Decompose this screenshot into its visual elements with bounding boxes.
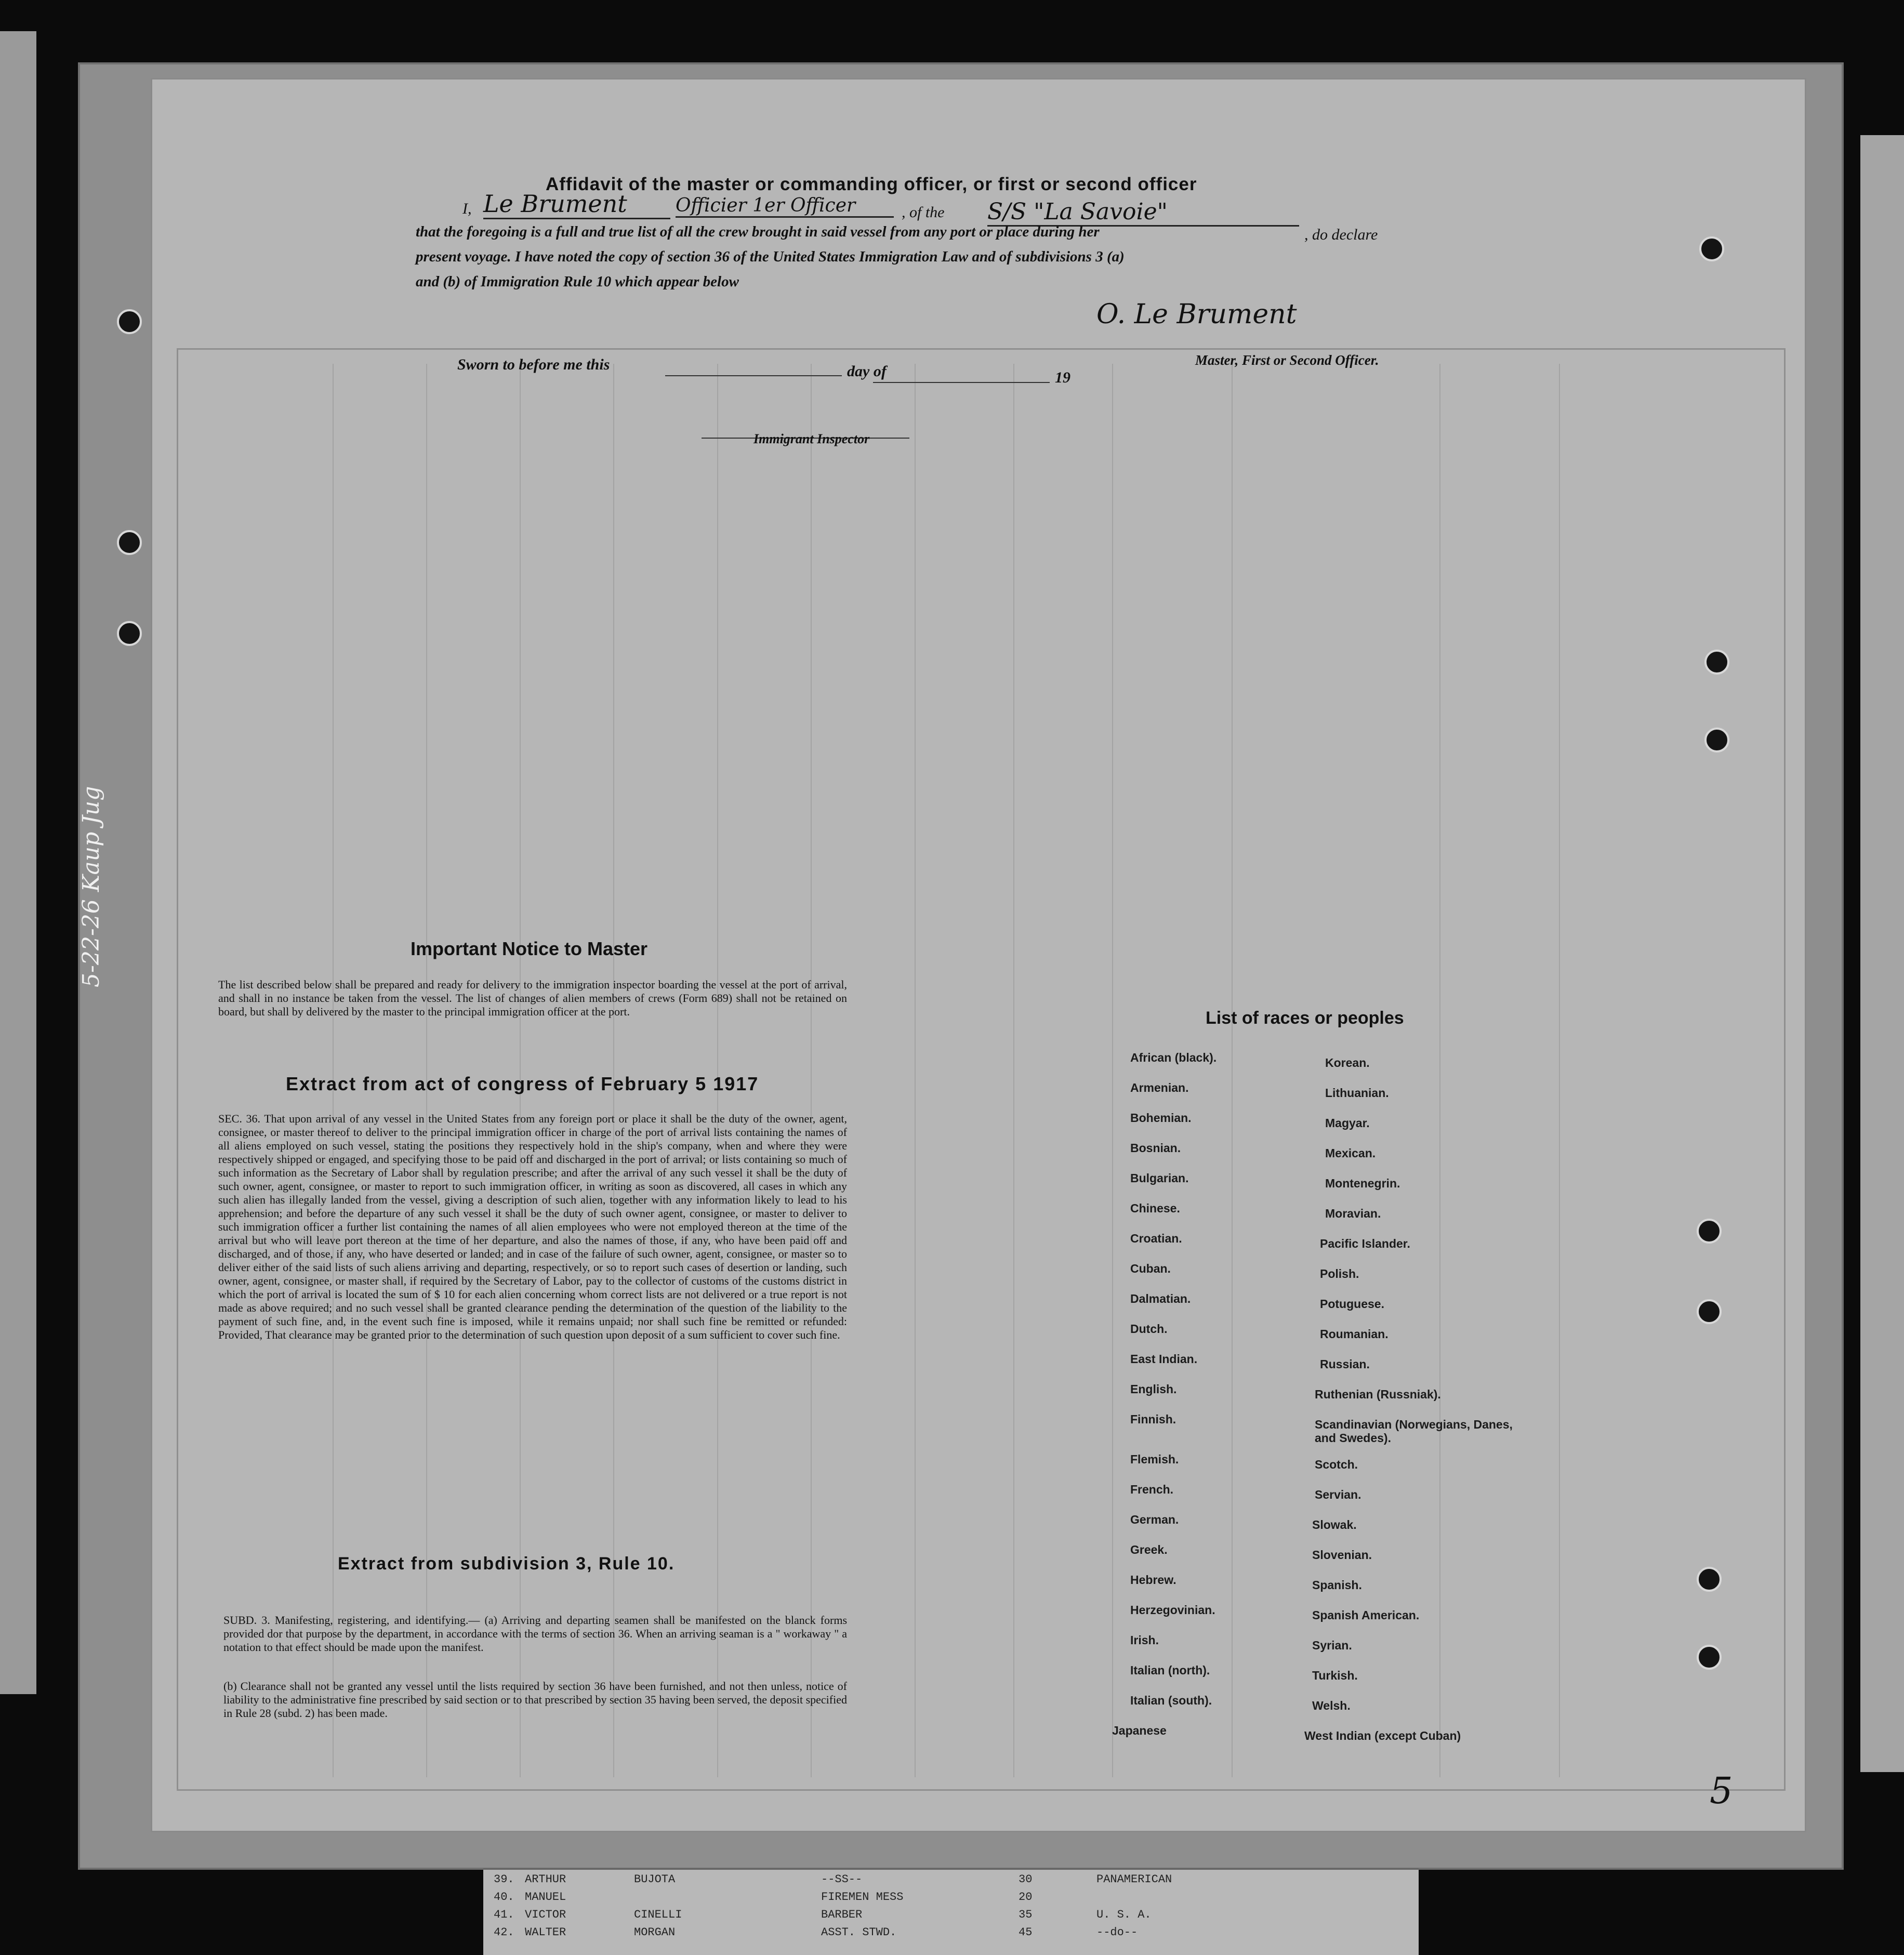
grid-line — [1112, 364, 1113, 1777]
strip-first: MANUEL — [525, 1891, 566, 1904]
race-left-item: Dalmatian. — [1130, 1292, 1191, 1305]
race-left-item: Hebrew. — [1130, 1573, 1176, 1587]
day-of-label: day of — [847, 363, 887, 380]
race-left-item: Bosnian. — [1130, 1141, 1181, 1155]
race-right-item: Korean. — [1325, 1056, 1370, 1069]
race-right-item: Lithuanian. — [1325, 1086, 1389, 1100]
margin-note: 5-22-26 Kaup Jug — [78, 786, 104, 987]
notice-body: The list described below shall be prepared and ready for delivery to the immigration inspector boarding the vessel at the port of arrival, and shall in no instance be taken from the vessel. The list of changes of alien members of crews (Form 689) shall not be retained on board, but shall by delivered by the master to the principal immigration officer at the port. — [218, 978, 847, 1018]
notice-title: Important Notice to Master — [411, 938, 648, 959]
race-left-item: East Indian. — [1130, 1352, 1198, 1366]
race-right-item: Mexican. — [1325, 1146, 1376, 1160]
race-right-item: Welsh. — [1312, 1699, 1351, 1712]
manifest-table-grid — [177, 348, 1786, 1791]
race-left-item: German. — [1130, 1513, 1179, 1526]
strip-job: FIREMEN MESS — [821, 1891, 904, 1904]
race-left-item: Italian (south). — [1130, 1694, 1212, 1707]
bottom-manifest-strip — [483, 1868, 1419, 1955]
race-left-item: Italian (north). — [1130, 1663, 1210, 1677]
year-label: 19 — [1055, 369, 1070, 386]
punch-hole — [117, 621, 142, 646]
strip-last: CINELLI — [634, 1908, 682, 1921]
grid-line — [717, 364, 718, 1777]
race-right-item: Syrian. — [1312, 1639, 1352, 1652]
strip-no: 41. — [494, 1908, 514, 1921]
race-right-item: West Indian (except Cuban) — [1304, 1729, 1461, 1742]
race-left-item: Dutch. — [1130, 1322, 1168, 1336]
vessel-name: S/S "La Savoie" — [987, 199, 1299, 227]
race-left-item: Croatian. — [1130, 1232, 1182, 1245]
punch-hole — [1697, 1219, 1722, 1244]
race-right-item: Ruthenian (Russniak). — [1315, 1388, 1441, 1401]
affidavit-line2: that the foregoing is a full and true list of all the crew brought in said vessel from any port or place during her — [416, 223, 1100, 240]
race-right-item: Slowak. — [1312, 1518, 1357, 1531]
race-right-item: Montenegrin. — [1325, 1177, 1400, 1190]
race-left-item: Herzegovinian. — [1130, 1603, 1215, 1617]
race-right-item: Pacific Islander. — [1320, 1237, 1410, 1250]
race-right-item: Roumanian. — [1320, 1327, 1389, 1341]
race-left-item: Finnish. — [1130, 1412, 1176, 1426]
officer-signature: O. Le Brument — [1096, 299, 1297, 330]
race-right-item: Spanish American. — [1312, 1608, 1420, 1622]
race-left-item: Japanese — [1112, 1724, 1167, 1737]
strip-no: 39. — [494, 1873, 514, 1886]
race-left-item: Bohemian. — [1130, 1111, 1192, 1125]
race-left-item: Greek. — [1130, 1543, 1168, 1556]
strip-job: BARBER — [821, 1908, 863, 1921]
punch-hole — [1697, 1299, 1722, 1324]
right-adjacent-page — [1860, 135, 1904, 1772]
rule-extract-body-b: (b) Clearance shall not be granted any vessel until the lists required by section 36 have been furnished, and not then unless, notice of liability to the administrative fine prescribed by said section or to that prescribed by section 35 having been served, the deposit specified in Rule 28 (subd. 2) has been made. — [223, 1680, 847, 1720]
race-left-item: African (black). — [1130, 1051, 1217, 1064]
strip-nat: PANAMERICAN — [1096, 1873, 1172, 1886]
punch-hole — [1697, 1645, 1722, 1670]
day-blank-line — [873, 382, 1050, 383]
race-right-item: Magyar. — [1325, 1116, 1370, 1130]
act-extract-body: SEC. 36. That upon arrival of any vessel in the United States from any foreign port or place it shall be the duty of the owner, agent, consignee, or master thereof to deliver to the principal immigration officer in charge of the port of arrival lists containing the names of all aliens employed on such vessel, stating the positions they respectively hold in the ship's company, when and where they were respectively shipped or engaged, and specifying those to be paid off and discharged in the port of arrival; or lists containing so much of such information as the Secretary of Labor shall by regulation prescribe; and after the arrival of any such vessel it shall be the duty of such owner, agent, consignee, or master to report to such immigration officer, in writing as soon as discovered, all cases in which any such alien has illegally landed from the vessel, giving a description of such alien, together with any information likely to lead to his apprehension; and before the departure of any such vessel it shall be the duty of such owner agent, consignee, or master to deliver to such immigration officer a further list containing the names of all alien employees who were not employed thereon at the time of the arrival but who will leave port thereon at the time of her departure, and also the names of those, if any, who have been paid off and discharged, and of those, if any, who have deserted or landed; and in case of the failure of such owner, agent, consignee, or master so to deliver either of the said lists of such aliens arriving and departing, respectively, or so to report such cases of desertion or landing, such owner, agent, consignee, or master shall, if required by the Secretary of Labor, pay to the collector of customs of the customs district in which the port of arrival is located the sum of $ 10 for each alien concerning whom correct lists are not delivered or a true report is not made as above required; and no such vessel shall be granted clearance pending the determination of the question of the liability to the payment of such fine, and, in the event such fine is imposed, while it remains unpaid; nor shall such fine be remitted or refunded: Provided, That clearance may be granted prior to the determination of such question upon deposit of a sum sufficient to cover such fine. — [218, 1112, 847, 1341]
strip-job: ASST. STWD. — [821, 1926, 897, 1939]
rule-extract-title: Extract from subdivision 3, Rule 10. — [338, 1554, 675, 1574]
punch-hole — [117, 530, 142, 555]
race-left-item: Armenian. — [1130, 1081, 1189, 1094]
race-right-item: Scotch. — [1315, 1458, 1358, 1471]
punch-hole — [1704, 728, 1729, 752]
race-left-item: Chinese. — [1130, 1201, 1180, 1215]
race-left-item: French. — [1130, 1483, 1174, 1496]
race-right-item: Polish. — [1320, 1267, 1359, 1280]
race-left-item: Bulgarian. — [1130, 1171, 1189, 1185]
strip-first: WALTER — [525, 1926, 566, 1939]
page-mark: 5 — [1710, 1769, 1733, 1812]
affidavit-line1-prefix: I, — [462, 200, 472, 217]
strip-no: 40. — [494, 1891, 514, 1904]
signer-title: Master, First or Second Officer. — [1195, 352, 1379, 368]
affidavit-line4: and (b) of Immigration Rule 10 which appear below — [416, 273, 739, 290]
grid-line — [915, 364, 916, 1777]
of-the-label: , of the — [902, 204, 945, 221]
strip-nat: U. S. A. — [1096, 1908, 1152, 1921]
race-right-item: Scandinavian (Norwegians, Danes, and Swedes). — [1315, 1418, 1513, 1445]
rule-extract-body-a: SUBD. 3. Manifesting, registering, and identifying.— (a) Arriving and departing seamen shall be manifested on the blanck forms provided dor that purpose by the department, in accordance with the terms of section 36. When an arriving seaman is a " workaway " a notation to that effect should be made upon the manifest. — [223, 1614, 847, 1654]
race-left-item: Flemish. — [1130, 1452, 1179, 1466]
sworn-blank-line — [665, 375, 842, 376]
strip-job: --SS-- — [821, 1873, 863, 1886]
strip-age: 20 — [1019, 1891, 1033, 1904]
grid-line — [1013, 364, 1014, 1777]
left-adjacent-page — [0, 31, 36, 1694]
grid-line — [1559, 364, 1560, 1777]
strip-first: VICTOR — [525, 1908, 566, 1921]
grid-line — [333, 364, 334, 1777]
race-right-item: Turkish. — [1312, 1669, 1358, 1682]
strip-no: 42. — [494, 1926, 514, 1939]
officer-name: Le Brument — [483, 190, 670, 219]
grid-line — [811, 364, 812, 1777]
races-title: List of races or peoples — [1206, 1008, 1404, 1028]
race-right-item: Slovenian. — [1312, 1548, 1372, 1562]
race-left-item: Irish. — [1130, 1633, 1159, 1647]
punch-hole — [1704, 650, 1729, 675]
affidavit-title: Affidavit of the master or commanding officer, or first or second officer — [546, 174, 1197, 194]
race-right-item: Spanish. — [1312, 1578, 1362, 1592]
officer-rank: Officier 1er Officer — [676, 195, 894, 218]
punch-hole — [1697, 1567, 1722, 1592]
grid-line — [1439, 364, 1440, 1777]
strip-nat: --do-- — [1096, 1926, 1138, 1939]
grid-line — [1232, 364, 1233, 1777]
affidavit-line3: present voyage. I have noted the copy of section 36 of the United States Immigration Law and of subdivisions 3 (a) — [416, 248, 1125, 265]
punch-hole — [1699, 236, 1724, 261]
race-right-item: Moravian. — [1325, 1207, 1381, 1220]
strip-age: 35 — [1019, 1908, 1033, 1921]
race-left-item: English. — [1130, 1382, 1177, 1396]
do-declare-label: , do declare — [1304, 226, 1378, 243]
strip-first: ARTHUR — [525, 1873, 566, 1886]
act-extract-title: Extract from act of congress of February 5 1917 — [286, 1073, 759, 1094]
strip-age: 45 — [1019, 1926, 1033, 1939]
strip-last: MORGAN — [634, 1926, 676, 1939]
race-left-item: Cuban. — [1130, 1262, 1171, 1275]
punch-hole — [117, 309, 142, 334]
sworn-label: Sworn to before me this — [457, 356, 610, 373]
strip-last: BUJOTA — [634, 1873, 676, 1886]
strip-age: 30 — [1019, 1873, 1033, 1886]
race-right-item: Servian. — [1315, 1488, 1361, 1501]
race-right-item: Potuguese. — [1320, 1297, 1384, 1311]
race-right-item: Russian. — [1320, 1357, 1370, 1371]
inspector-label: Immigrant Inspector — [753, 431, 870, 446]
